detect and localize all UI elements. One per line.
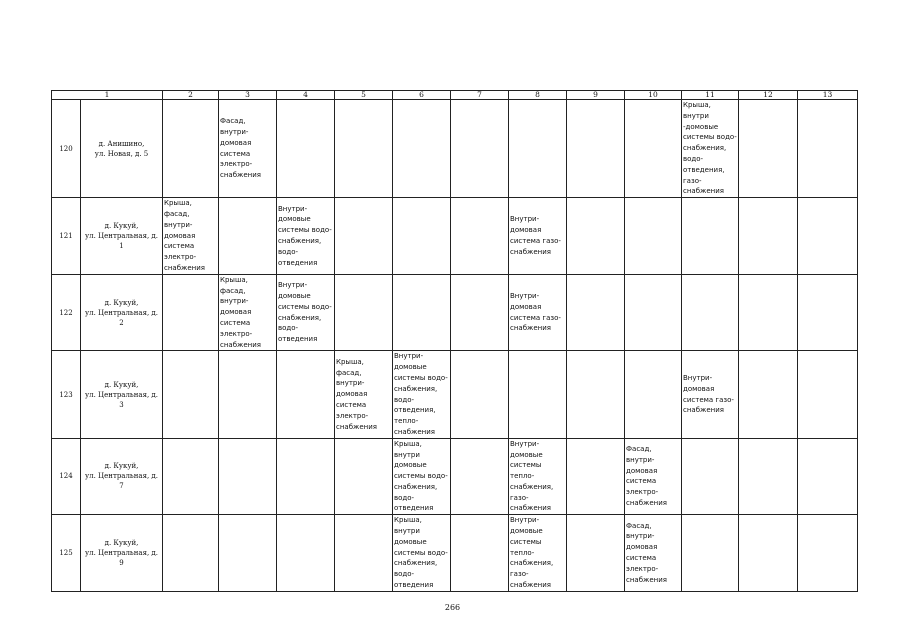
work-description: Внутри- домовые системы тепло- снабжения, газо- снабжения [510,439,554,513]
cell-col-4 [277,100,335,198]
address-text: д. Кукуй, ул. Центральная, д. 1 [85,221,158,250]
cell-col-8 [509,100,567,198]
table-row [52,438,858,515]
cell-col-13 [798,100,858,198]
address-cell [81,274,163,351]
cell-col-9 [567,100,625,198]
address-text: д. Кукуй, ул. Центральная, д. 7 [85,462,158,491]
row-number: 125 [52,515,81,592]
table-body [52,100,858,592]
cell-col-2 [163,515,219,592]
cell-col-4 [277,351,335,438]
work-description: Фасад, внутри- домовая система электро- снабжения [220,117,261,180]
cell-col-7 [451,198,509,275]
table-row [52,351,858,438]
header-cell-6: 6 [393,91,451,100]
cell-col-11 [682,438,739,515]
address-text: д. Кукуй, ул. Центральная, д. 9 [85,539,158,568]
cell-col-12 [739,100,798,198]
cell-col-5 [335,198,393,275]
header-cell-2: 2 [163,91,219,100]
cell-col-13 [798,274,858,351]
work-description: Внутри- домовые системы водо- снабжения, водо- отведения [278,204,332,267]
work-description: Крыша, фасад, внутри- домовая система электро- снабжения [164,199,205,272]
address-cell [81,438,163,515]
cell-col-6 [393,274,451,351]
cell-col-12 [739,351,798,438]
cell-col-11 [682,198,739,275]
cell-col-8 [509,515,567,592]
cell-col-9 [567,198,625,275]
address-cell [81,198,163,275]
cell-col-10 [625,351,682,438]
cell-col-3 [219,438,277,515]
cell-col-10 [625,274,682,351]
cell-col-10 [625,438,682,515]
work-description: Крыша, внутри домовые системы водо- снабжения, водо- отведения [394,439,448,513]
cell-col-11 [682,351,739,438]
row-number: 120 [52,100,81,198]
cell-col-4 [277,198,335,275]
work-description: Крыша, внутри домовые системы водо- снабжения, водо- отведения [394,516,448,590]
cell-col-11 [682,515,739,592]
cell-col-9 [567,515,625,592]
row-number: 123 [52,351,81,438]
header-cell-9: 9 [567,91,625,100]
cell-col-7 [451,100,509,198]
header-cell-3: 3 [219,91,277,100]
cell-col-13 [798,351,858,438]
header-cell-12: 12 [739,91,798,100]
cell-col-9 [567,438,625,515]
header-cell-10: 10 [625,91,682,100]
cell-col-2 [163,351,219,438]
table-row [52,515,858,592]
work-description: Внутри- домовые системы водо- снабжения, водо- отведения, тепло- снабжения [394,352,448,436]
cell-col-7 [451,274,509,351]
header-cell-1: 1 [52,91,163,100]
cell-col-7 [451,351,509,438]
cell-col-5 [335,515,393,592]
cell-col-4 [277,515,335,592]
cell-col-3 [219,274,277,351]
page-number: 266 [444,603,461,612]
header-cell-13: 13 [798,91,858,100]
cell-col-8 [509,198,567,275]
cell-col-5 [335,100,393,198]
work-description: Внутри- домовая система газо- снабжения [510,215,561,256]
header-cell-11: 11 [682,91,739,100]
header-row [52,91,858,100]
work-description: Крыша, фасад, внутри- домовая система электро- снабжения [220,275,261,349]
cell-col-6 [393,515,451,592]
cell-col-12 [739,274,798,351]
header-cell-5: 5 [335,91,393,100]
cell-col-2 [163,198,219,275]
cell-col-13 [798,515,858,592]
cell-col-6 [393,351,451,438]
work-description: Крыша, фасад, внутри- домовая система электро- снабжения [336,357,377,431]
cell-col-8 [509,438,567,515]
header-cell-4: 4 [277,91,335,100]
cell-col-12 [739,515,798,592]
work-description: Фасад, внутри- домовая система электро- снабжения [626,521,667,584]
cell-col-3 [219,351,277,438]
work-description: Фасад, внутри- домовая система электро- снабжения [626,445,667,508]
cell-col-2 [163,274,219,351]
header-cell-8: 8 [509,91,567,100]
work-description: Внутри- домовая система газо- снабжения [510,291,561,333]
cell-col-10 [625,198,682,275]
cell-col-5 [335,438,393,515]
work-description: Внутри- домовая система газо- снабжения [683,373,734,415]
address-text: д. Кукуй, ул. Центральная, д. 2 [85,298,158,327]
cell-col-10 [625,515,682,592]
work-description: Крыша, внутри -домовые системы водо- снабжения, водо- отведения, газо- снабжения [683,101,737,196]
cell-col-6 [393,100,451,198]
row-number: 122 [52,274,81,351]
cell-col-5 [335,351,393,438]
cell-col-2 [163,100,219,198]
cell-col-2 [163,438,219,515]
table-row [52,198,858,275]
cell-col-12 [739,438,798,515]
cell-col-6 [393,438,451,515]
address-text: д. Анишино, ул. Новая, д. 5 [94,139,149,158]
cell-col-11 [682,274,739,351]
work-description: Внутри- домовые системы водо- снабжения, водо- отведения [278,281,332,344]
cell-col-7 [451,438,509,515]
row-number: 124 [52,438,81,515]
repair-schedule-table [51,90,858,592]
address-cell [81,515,163,592]
cell-col-5 [335,274,393,351]
work-description: Внутри- домовые системы тепло- снабжения, газо- снабжения [510,516,554,590]
cell-col-9 [567,274,625,351]
cell-col-12 [739,198,798,275]
cell-col-7 [451,515,509,592]
cell-col-4 [277,274,335,351]
address-cell [81,351,163,438]
row-number: 121 [52,198,81,275]
cell-col-13 [798,438,858,515]
header-cell-7: 7 [451,91,509,100]
cell-col-8 [509,351,567,438]
cell-col-4 [277,438,335,515]
cell-col-8 [509,274,567,351]
cell-col-6 [393,198,451,275]
cell-col-3 [219,100,277,198]
cell-col-13 [798,198,858,275]
address-cell [81,100,163,198]
table-row [52,100,858,198]
cell-col-11 [682,100,739,198]
cell-col-10 [625,100,682,198]
cell-col-9 [567,351,625,438]
table-row [52,274,858,351]
address-text: д. Кукуй, ул. Центральная, д. 3 [85,380,158,409]
cell-col-3 [219,515,277,592]
cell-col-3 [219,198,277,275]
